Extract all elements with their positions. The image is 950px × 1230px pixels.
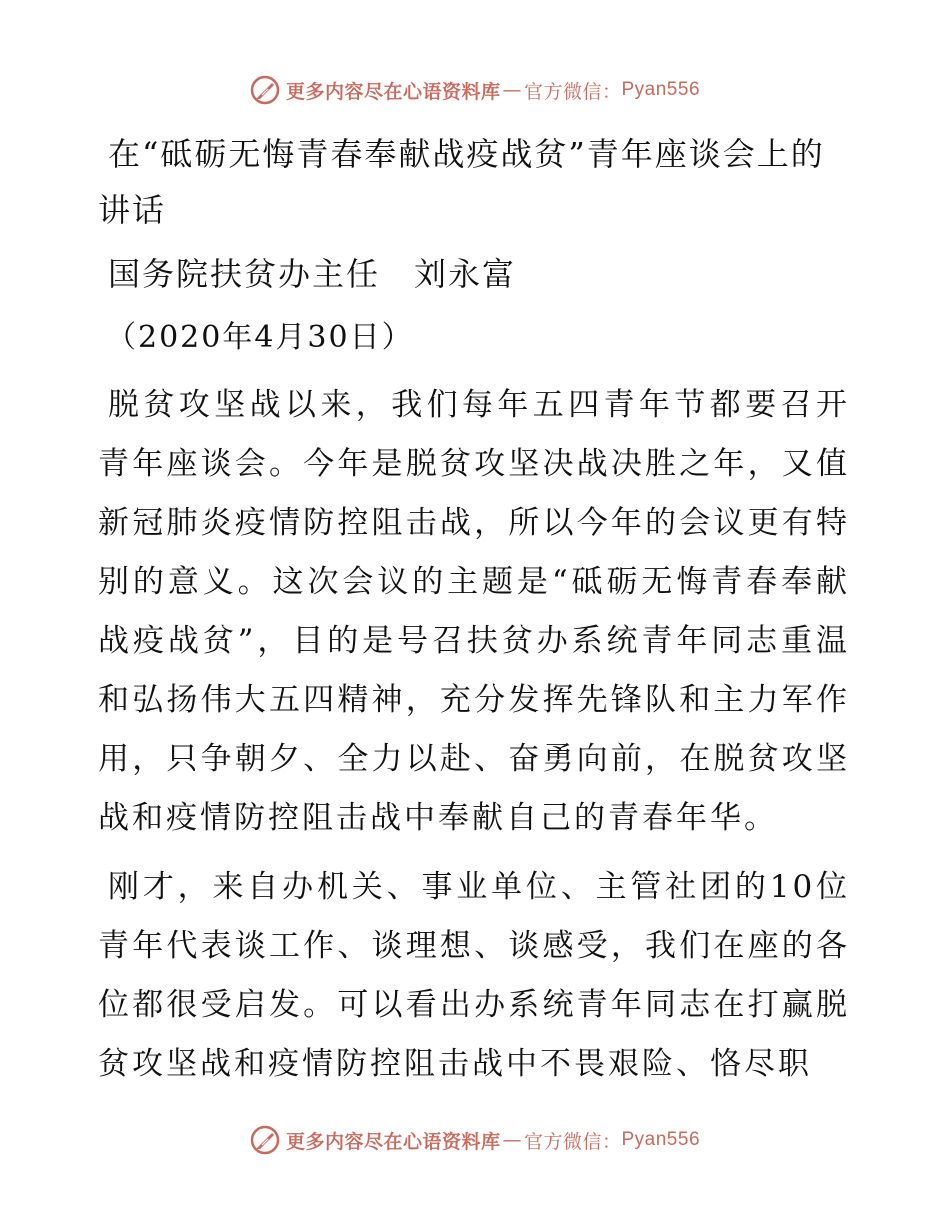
- document-date: （2020年4月30日）: [106, 320, 414, 355]
- watermark-account: Pyan556: [621, 1129, 701, 1150]
- watermark-dash: —: [502, 79, 522, 101]
- watermark-brand: 更多内容尽在心语资料库: [285, 80, 501, 103]
- feather-logo-icon: [250, 75, 280, 105]
- watermark-wechat-label: 官方微信：: [523, 1130, 622, 1153]
- header-watermark: [0, 70, 950, 110]
- watermark-account: Pyan556: [621, 79, 701, 100]
- watermark-brand: 更多内容尽在心语资料库: [285, 1130, 501, 1153]
- footer-watermark: [0, 1120, 950, 1160]
- document-body: [98, 126, 850, 1094]
- feather-logo-icon: [250, 1125, 280, 1155]
- paragraph-2: 刚才，来自办机关、事业单位、主管社团的10位青年代表谈工作、谈理想、谈感受，我们在座的各位都很受启发。可以看出办系统青年同志在打赢脱贫攻坚战和疫情防控阻击战中不畏艰险、恪尽职: [98, 869, 850, 1082]
- document-author: 国务院扶贫办主任 刘永富: [108, 255, 517, 293]
- watermark-dash: —: [502, 1129, 522, 1151]
- watermark-wechat-label: 官方微信：: [523, 80, 622, 103]
- document-title: 在“砥砺无悔青春奉献战疫战贫”青年座谈会上的讲话: [98, 135, 825, 229]
- paragraph-1: 脱贫攻坚战以来，我们每年五四青年节都要召开青年座谈会。今年是脱贫攻坚决战决胜之年，又值新冠肺炎疫情防控阻击战，所以今年的会议更有特别的意义。这次会议的主题是“砥砺无悔青春奉献战疫战贫”，目的是号召扶贫办系统青年同志重温和弘扬伟大五四精神，充分发挥先锋队和主力军作用，只争朝夕、全力以赴、奋勇向前，在脱贫攻坚战和疫情防控阻击战中奉献自己的青春年华。: [98, 387, 850, 836]
